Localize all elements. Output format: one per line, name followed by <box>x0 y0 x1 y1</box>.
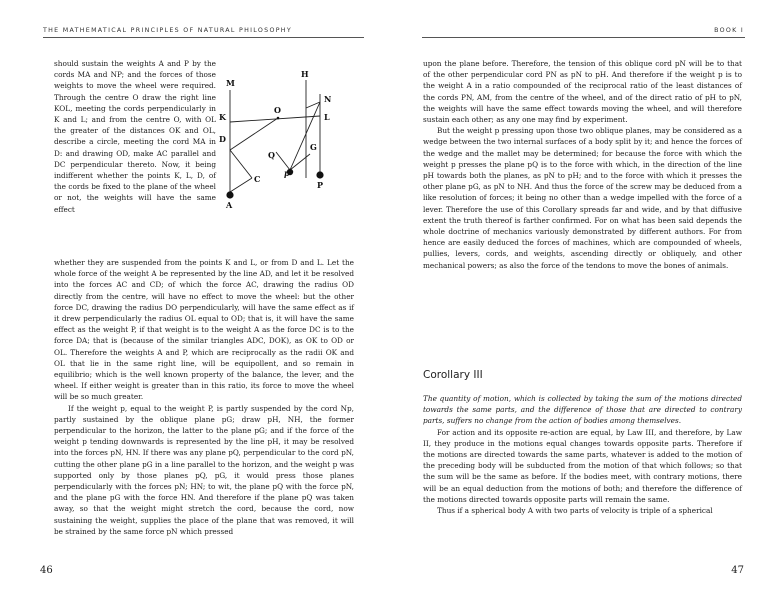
label-c: C <box>254 174 261 184</box>
paragraph-text: should sustain the weights A and P by the cords MA and NP; and the forces of those weights to move the wheel were required. Through the centre O draw the right line KOL, meeting the cords perpendicularly in K and L; and from the centre O, with OL the greater of the distances OK and OL, describe a circle, meeting the cord MA in D: and drawing OD, make AC parallel and DC perpendicular thereto. Now, it being indifferent whether the points K, L, D, of the cords be fixed to the plane of the wheel or not, the weights will have the same effect <box>54 59 216 214</box>
label-n: N <box>324 94 332 104</box>
running-head-left: THE MATHEMATICAL PRINCIPLES OF NATURAL PHILOSOPHY <box>43 27 292 34</box>
label-a: A <box>226 200 233 210</box>
label-o: O <box>274 105 281 115</box>
plane-pg <box>290 154 310 170</box>
weight-p <box>316 171 323 178</box>
label-k: K <box>219 112 226 122</box>
right-page <box>392 0 784 600</box>
line-od <box>230 118 278 150</box>
header-rule-right <box>422 37 745 38</box>
line-kol <box>230 116 320 122</box>
paragraph-text: But the weight p pressing upon those two oblique planes, may be considered as a wedge between the two internal surfaces of a body split by it; and hence the forces of the wedge and the mallet may be determined; for because the force with which the weight p presses the plane pQ is to the force with which, in the direction of the line pH towards both the planes, as pN to pH; and to the force with which it presses the other plane pG, as pN to NH. And thus the force of the screw may be deduced from a like resolution of forces; it being no other than a wedge impelled with the force of a lever. Therefore the use of this Corollary spreads far and wide, and by that diffusive extent the truth thereof is farther confirmed. For on what has been said depends the whole doctrine of mechanics variously demonstrated by different authors. For from hence are easily deduced the forces of machines, which are compounded of wheels, pullies, levers, cords, and weights, ascending directly or obliquely, and other mechanical powers; as also the force of the tendons to move the bones of animals. <box>423 126 742 270</box>
paragraph-text: whether they are suspended from the points K and L, or from D and L. Let the whole force of the weight A be represented by the line AD, and let it be resolved into the forces AC and CD; of which the force AC, drawing the radius OD directly from the centre, will have no effect to move the wheel: but the other force DC, drawing the radius DO perpendicularly, will have the same effect as if it drew perpendicularly the radius OL equal to OD; that is, it will have the same effect as the weight P, if that weight is to the weight A as the force DC is to the force DA; that is (because of the similar triangles ADC, DOK), as OK to OD or OL. Therefore the weights A and P, which are reciprocally as the radii OK and OL that lie in the same right line, will be equipollent, and so remain in equilibrio; which is the well known property of the balance, the lever, and the wheel. If either weight is greater than in this ratio, its force to move the wheel will be so much greater. <box>54 258 354 402</box>
page-number-left: 46 <box>40 565 53 576</box>
label-h: H <box>301 69 309 79</box>
corollary-text <box>423 393 742 516</box>
label-m: M <box>226 78 235 88</box>
paragraph-text: Thus if a spherical body A with two parts of velocity is triple of a spherical <box>437 506 713 516</box>
paragraph-text: For action and its opposite re-action are equal, by Law III, and therefore, by Law II, they produce in the motions equal changes towards opposite parts. Therefore if the motions are directed towards the same parts, whatever is added to the motion of the preceding body will be subducted from the motion of that which follows; so that the sum will be the same as before. If the bodies meet, with contrary motions, there will be an equal deduction from the motions of both; and therefore the difference of the motions directed towards opposite parts will remain the same. <box>423 427 742 504</box>
line-ac <box>230 178 252 192</box>
cord-np-oblique <box>290 102 320 170</box>
label-p-small: p <box>284 168 290 178</box>
wheel-figure <box>214 68 364 214</box>
page-number-right: 47 <box>731 565 744 576</box>
paragraph-text: If the weight p, equal to the weight P, is partly suspended by the cord Np, partly sustained by the oblique plane pG; draw pH, NH, the former perpendicular to the horizon, the latter to the plane pG; and if the force of the weight p tending downwards is represented by the line pH, it may be resolved into the forces pN, HN. If there was any plane pQ, perpendicular to the cord pN, cutting the other plane pG in a line parallel to the horizon, and the weight p was supported only by those planes pQ, pG, it would press those planes perpendicularly with the forces pN; HN; to wit, the plane pQ with the force pN, and the plane pG with the force HN. And therefore if the plane pQ was taken away, so that the weight might stretch the cord, because the cord, now sustaining the weight, supplies the place of the plane that was removed, it will be strained by the same force pN which pressed <box>54 403 354 536</box>
main-text-right <box>423 58 742 271</box>
weight-a <box>226 191 233 198</box>
line-dc <box>230 150 252 178</box>
label-q: Q <box>268 150 275 160</box>
section-heading: Corollary III <box>423 369 483 381</box>
label-d: D <box>219 134 226 144</box>
running-head-right: BOOK I <box>714 27 744 34</box>
label-g: G <box>310 142 317 152</box>
centre-o <box>277 117 280 120</box>
figure-diagram <box>214 68 364 214</box>
main-text-left <box>54 257 354 537</box>
label-p: P <box>317 180 324 190</box>
italic-statement: The quantity of motion, which is collected by taking the sum of the motions directed towards the same parts, and the difference of those that are directed to contrary parts, suffers no change from the action of bodies among themselves. <box>423 394 742 426</box>
label-l: L <box>324 112 330 122</box>
wrapped-paragraph <box>54 58 216 215</box>
paragraph-text: upon the plane before. Therefore, the tension of this oblique cord pN will be to that of the other perpendicular cord PN as pN to pH. And therefore if the weight p is to the weight A in a ratio compounded of the reciprocal ratio of the least distances of the cords PN, AM, from the centre of the wheel, and of the direct ratio of pH to pN, the weights will have the same effect towards moving the wheel, and will therefore sustain each other; as any one may find by experiment. <box>423 59 742 125</box>
header-rule-left <box>43 37 364 38</box>
